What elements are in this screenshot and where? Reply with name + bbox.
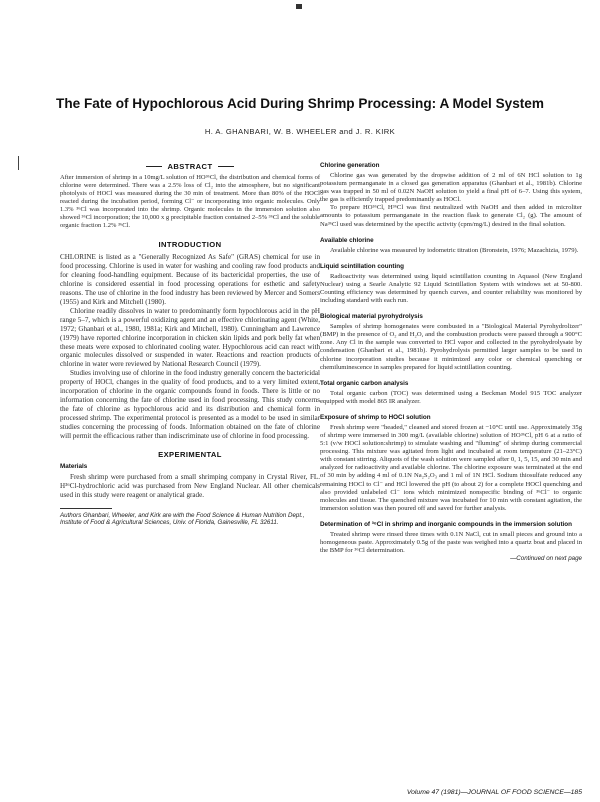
section-heading-cl36-determination: Determination of ³⁶Cl in shrimp and inorganic compounds in the immersion solution bbox=[320, 520, 572, 528]
footnote-rule bbox=[60, 508, 112, 509]
abstract-heading bbox=[60, 162, 320, 171]
section-heading-liquid-scintillation: Liquid scintillation counting bbox=[320, 262, 404, 270]
abstract-heading-text: ABSTRACT bbox=[167, 162, 213, 171]
total-organic-carbon-paragraph: Total organic carbon (TOC) was determined using a Beckman Model 915 TOC analyzer equipped with model 865 IR analyzer. bbox=[320, 389, 582, 405]
paper-title: The Fate of Hypochlorous Acid During Shrimp Processing: A Model System bbox=[56, 96, 544, 111]
pyrohydrolysis-paragraph: Samples of shrimp homogenates were combusted in a "Biological Material Pyrohydrolizer" (BMP) in the presence of O₂ and H₂O, and the combustion products were passed through a 900°C zone. Any Cl in the sample was converted to HCl vapor and collected in the pyrohydrolysate by condensation (Ghanbari et al., 1981b). Pyrohydrolysis permitted larger samples to be used in chlorine incorporation studies because it minimized any color or chemical quenching or chemiluminescence in samples prepared for liquid scintillation counting. bbox=[320, 323, 582, 371]
continued-note: —Continued on next page bbox=[510, 555, 582, 563]
section-heading-pyrohydrolysis: Biological material pyrohydrolysis bbox=[320, 313, 423, 321]
shrimp-exposure-paragraph: Fresh shrimp were "headed," cleaned and stored frozen at −10°C until use. Approximately 35g of shrimp were immersed in 300 mg/L (available chlorine) solution of HO³⁶Cl, pH 6 at a ratio of 5:1 (v/w HOCl solution:shrimp) to simulate washing and "fluming" of shrimp during commercial processing. This mixture was agitated from light and incubated at room temperature (21–23°C) with constant stirring. Aliquots of the wash solution were sampled after 0, 1, 5, 15, and 30 min and analyzed for radioactivity and available chlorine. The chlorine exposure was terminated at the end of 30 min by adding 4 ml of 0.1N Na₂S₂O₃ and 1 ml of 1N HCl. Sodium thiosulfate reduced any remaining HOCl to Cl⁻ and HCl lowered the pH (to about 2) for a complete HOCl quenching and also provided unlabeled Cl⁻ ions which minimized nonspecific binding of ³⁶Cl⁻ to organic molecules and tissue. The quenched mixture was incubated for 10 min with constant agitation, the immersion solution was then poured off and saved for further analysis. bbox=[320, 423, 582, 512]
section-heading-available-chlorine: Available chlorine bbox=[320, 236, 374, 244]
materials-heading: Materials bbox=[60, 463, 88, 471]
journal-footer: Volume 47 (1981)—JOURNAL OF FOOD SCIENCE—185 bbox=[406, 789, 582, 796]
introduction-heading: INTRODUCTION bbox=[158, 240, 222, 249]
intro-paragraph-1: CHLORINE is listed as a "Generally Recognized As Safe" (GRAS) chemical for use in food processing. Chlorine is used in water for washing and cooling raw food products and for cleaning food-handling equipment. Because of its bactericidal properties, the use of chlorine is considered essential in food processing operations for esthetic and safety reasons. The use of chlorine in the food industry has been reviewed by Mercer and Somers (1955) and Kirk and Mitchell (1980). bbox=[60, 253, 320, 306]
right-column bbox=[320, 162, 582, 563]
abstract-rule-left bbox=[146, 166, 162, 167]
chlorine-generation-paragraph-1: Chlorine gas was generated by the dropwise addition of 2 ml of 6N HCl solution to 1g potassium permanganate in a closed gas generation apparatus (Ghanbari et al., 1981b). Chlorine gas was trapped in 50 ml of 0.02N NaOH solution to yield a final pH of 6–7. Using this system, the gas is efficiently trapped predominantly as HOCl. bbox=[320, 172, 582, 204]
abstract-text: After immersion of shrimp in a 10mg/L solution of HO³⁶Cl, the distribution and chemical forms of chlorine were determined. There was a 2.5% loss of Cl₂ into the atmosphere, but no significant photolysis of HOCl was measured during the 30 min of treatment. More than 80% of the HOCl reacted during the incubation period, forming Cl⁻ or incorporating into organic molecules. Only 1.3% ³⁶Cl was incorporated into the shrimp. Organic molecules in the immersion solution also showed ³⁶Cl incorporation; the 10,000 x g precipitable fraction contained 2–5% ³⁶Cl and the soluble organic fraction 1.2% ³⁶Cl. bbox=[60, 174, 320, 229]
materials-text: Fresh shrimp were purchased from a small shrimping company in Crystal River, FL. H³⁶Cl-hydrochloric acid was purchased from New England Nuclear. All other chemicals used in this study were reagent or analytical grade. bbox=[60, 473, 320, 499]
author-footnote: Authors Ghanbari, Wheeler, and Kirk are with the Food Science & Human Nutrition Dept., Institute of Food & Agricultural Sciences, Univ. of Florida, Gainesville, FL 32611. bbox=[60, 511, 305, 527]
experimental-heading: EXPERIMENTAL bbox=[158, 450, 222, 460]
intro-paragraph-3: Studies involving use of chlorine in the food industry generally concern the bactericidal property of HOCl, changes in the quality of food products, and to a very limited extent, incorporation of chlorine in the organic compounds found in foods. There is little or no information concerning the fate of chlorine used in food processing. This study concerns the fate of chlorine as hypochlorous acid and its distribution and chemical form in processed shrimp. The experimental protocol is presented as a model to be used in similar studies concerning the processing of foods. Information obtained on the fate of chlorine will permit the efficacious rather than indiscriminate use of chlorine in food processing. bbox=[60, 369, 320, 441]
paper-authors: H. A. GHANBARI, W. B. WHEELER and J. R. KIRK bbox=[204, 127, 396, 136]
left-column bbox=[60, 162, 320, 527]
section-heading-shrimp-exposure: Exposure of shrimp to HOCl solution bbox=[320, 413, 431, 421]
section-heading-chlorine-generation: Chlorine generation bbox=[320, 162, 380, 169]
cl36-determination-paragraph: Treated shrimp were rinsed three times with 0.1N NaCl, cut in small pieces and ground into a homogeneous paste. Approximately 0.5g of the paste was weighed into a quartz boat and placed in the BMP for ³⁶Cl determination. bbox=[320, 530, 582, 555]
scan-mark bbox=[296, 4, 302, 9]
liquid-scintillation-paragraph: Radioactivity was determined using liquid scintillation counting in Aquasol (New England Nuclear) using a Searle Analytic 92 Liquid Scintillation System with windows set at 50-800. Counting efficiency was determined by quench curves, and counter reliability was monitored by including standard with each run. bbox=[320, 272, 582, 305]
abstract-rule-right bbox=[218, 166, 234, 167]
chlorine-generation-paragraph-2: To prepare HO³⁶Cl, H³⁶Cl was first neutralized with NaOH and then added in microliter amounts to potassium permanganate in the reaction flask to generate Cl₂ (g). The amount of Na³⁶Cl used was determined by the specific activity (cpm/mg/L) desired in the final solution. bbox=[320, 204, 582, 228]
margin-mark bbox=[18, 156, 19, 170]
available-chlorine-paragraph: Available chlorine was measured by iodometric titration (Bronstein, 1976; Mazachizia, 1979). bbox=[330, 246, 579, 254]
intro-paragraph-2: Chlorine readily dissolves in water to predominantly form hypochlorous acid in the pH range 5–7, which is a powerful oxidizing agent and an effective chlorinating agent (White, 1972; Ghanbari et al., 1980, 1981a; Kirk and Mitchell, 1980). Cunningham and Lawrence (1979) have reported chlorine incorporation in chicken skin lipids and pork belly fat when these meats were exposed to chlorinated cooling water. Hypochlorous acid can react with organic molecules dissolved or suspended in water. Reactions and reaction products of chlorine in water were reviewed by National Research Council (1979). bbox=[60, 306, 320, 369]
section-heading-total-organic-carbon: Total organic carbon analysis bbox=[320, 379, 409, 387]
